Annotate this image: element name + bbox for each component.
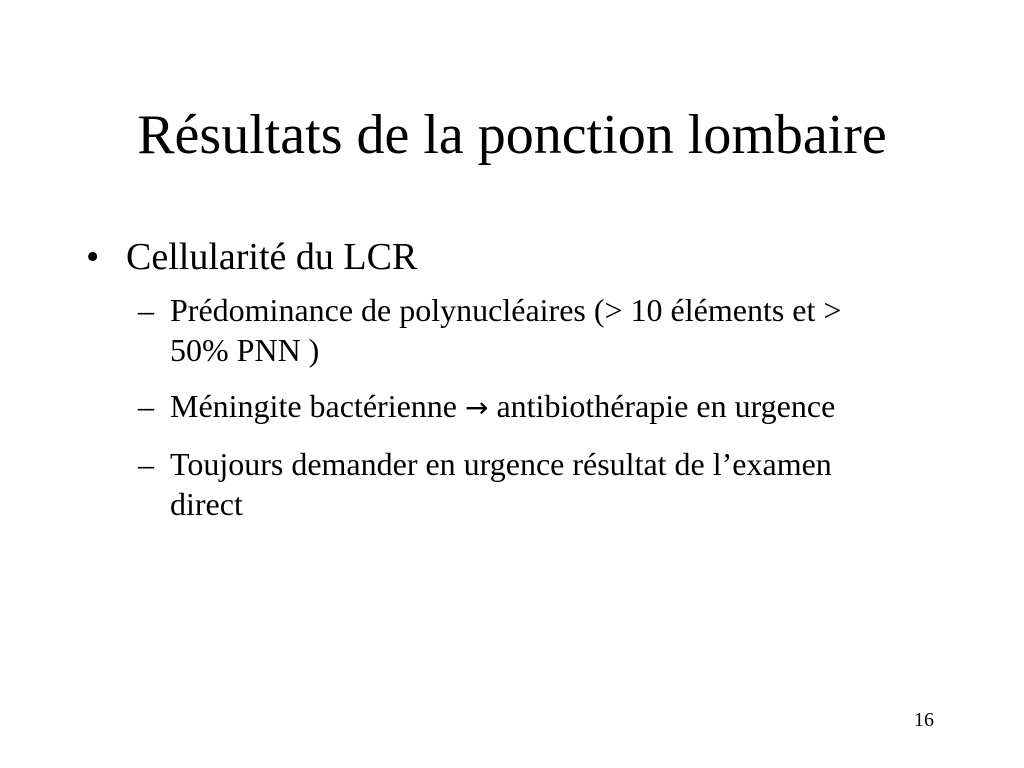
bullet-text: Cellularité du LCR xyxy=(126,236,418,278)
sub-bullet-toujours xyxy=(138,444,870,524)
right-arrow-icon: → xyxy=(464,391,489,424)
bullet-marker: • xyxy=(86,236,100,278)
sub-bullet-predominance xyxy=(138,290,870,370)
sub-bullet-list xyxy=(86,290,966,524)
sub-bullet-text-before: Méningite bactérienne xyxy=(170,388,457,424)
sub-bullet-text: Prédominance de polynucléaires (> 10 éléments et > 50% PNN ) xyxy=(170,292,842,368)
bullet-cellularite xyxy=(86,234,966,280)
sub-bullet-marker: – xyxy=(138,446,154,482)
sub-bullet-text-after: antibiothérapie en urgence xyxy=(496,388,836,424)
slide-content xyxy=(86,234,966,540)
slide-title: Résultats de la ponction lombaire xyxy=(137,104,887,166)
sub-bullet-text: Toujours demander en urgence résultat de l’examen direct xyxy=(170,446,832,522)
sub-bullet-marker: – xyxy=(138,388,154,424)
page-number: 16 xyxy=(914,709,934,731)
sub-bullet-meningite xyxy=(138,386,870,428)
sub-bullet-marker: – xyxy=(138,292,154,328)
